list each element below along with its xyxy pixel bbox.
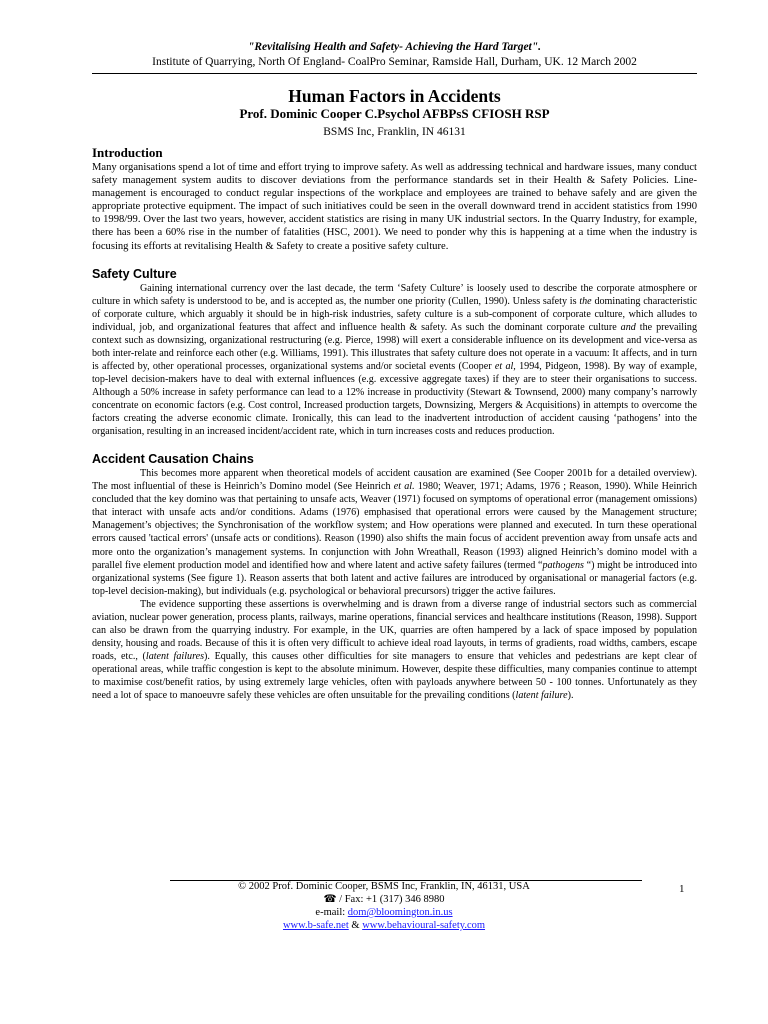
text-run: 1994, Pidgeon, 1998). By way of example, top-level decision-makers have to deal with external influences (e.g. excessive aggregate taxes) if they are to steer their organisations to success. Although a 50% increase in safety performance can lead to a 12% increase in productivity (Stewart & Townsend, 2000) many company’s narrowly concentrate on economic factors (e.g. Cost control, Increased production targets, Downsizing, Mergers & Acquisitions) in attempts to overcome the factors creating the adverse economic climate. Ironically, this can lead to the inadvertent introduction of accident causing ‘pathogens’ into the organisation, resulting in an increased incident/accident rate, which in turn increases costs and reduces production.	[92, 360, 697, 438]
italic-run: et al,	[494, 360, 516, 372]
footer-site-link-behavioural[interactable]: www.behavioural-safety.com	[362, 920, 486, 931]
text-run: Gaining international currency over the last decade, the term ‘Safety Culture’ is loosely used to describe the corporate atmosphere or culture in which safety is understood to be, and is accepted as, the number one priority (Cullen, 1990). Unless safety is	[92, 282, 697, 307]
page-footer	[0, 880, 768, 932]
italic-run: latent failure	[515, 690, 568, 702]
text-run: dominating characteristic of corporate culture, which arguably it should be in high-risk industries, safety culture is a sub-component of corporate culture, which alludes to individual, job, and organizational features that affect and influence health & safety. As such the dominant corporate culture	[92, 295, 697, 333]
header-event-line: Institute of Quarrying, North Of England- CoalPro Seminar, Ramside Hall, Durham, UK. 12 March 2002	[152, 56, 637, 68]
phone-icon: ☎	[323, 894, 337, 905]
text-run: This becomes more apparent when theoretical models of accident causation are examined (See Cooper 2001b for a detailed overview). The most influential of these is Heinrich’s Domino model (See Heinrich	[92, 468, 697, 493]
text-run: 1980; Weaver, 1971; Adams, 1976 ; Reason, 1990). While Heinrich concluded that the key domino was that pertaining to unsafe acts, Weaver (1971) focused on symptoms of operational error (management omissions) that interact with unsafe acts and/or conditions. Adams (1976) emphasised that operational errors were caused by the Management structure; Management’s objectives; the Synchronisation of the workflow system; and How operations were planned and executed. In turn these operational errors caused 'tactical errors' (unsafe acts or conditions). Reason (1990) also shifts the main focus of accident prevention away from unsafe acts and more onto the organization’s management systems. In conjunction with John Wreathall, Reason (1993) aligned Heinrich’s domino model with a parallel five element production model and identified how and where latent and active safety failures (termed “	[92, 481, 697, 571]
footer-email-link[interactable]: dom@bloomington.in.us	[347, 907, 453, 918]
italic-run: and	[620, 321, 636, 333]
safety-culture-paragraph	[92, 282, 697, 439]
causation-paragraph-2	[92, 598, 697, 702]
paper-title: Human Factors in Accidents	[288, 86, 501, 106]
section-heading-accident-causation: Accident Causation Chains	[92, 452, 254, 467]
footer-contact-line	[0, 893, 768, 906]
footer-fax: / Fax: +1 (317) 346 8980	[336, 894, 445, 905]
section-introduction	[92, 145, 697, 253]
footer-email-label: e-mail:	[315, 907, 348, 918]
section-accident-causation	[92, 451, 697, 702]
section-safety-culture	[92, 266, 697, 439]
italic-run: the	[579, 295, 592, 307]
text-run: ). Equally, this causes other difficulties for site managers to ensure that vehicles and pedestrians are kept clear of operational areas, while traffic congestion is kept to the absolute minimum. However, despite these difficulties, many companies continue to attempt to maximise cost/benefit ratios, by using extremely large vehicles, often with payloads anywhere between 50 - 100 tonnes. Unfortunately as they need a lot of space to manoeuvre safely these vehicles are often unsuitable for the prevailing conditions (	[92, 650, 697, 702]
causation-paragraph-1	[92, 467, 697, 597]
text-run: ).	[567, 690, 574, 702]
footer-web-line	[0, 919, 768, 932]
header-conference-title: "Revitalising Health and Safety- Achieving the Hard Target".	[247, 41, 542, 53]
introduction-paragraph: Many organisations spend a lot of time and effort trying to improve safety. As well as addressing technical and hardware issues, many conduct safety management system audits to discover deviations from the performance standards set in their Health & Safety Policies. Line-management is encouraged to conduct regular inspections of the workplace and employees are trained to behave safely and are given the appropriate protective equipment. The impact of such initiatives could be seen in the overall downward trend in accident statistics from 1990 to 1998/99. Over the last two years, however, accident statistics are rising in many UK industrial sectors. In the Quarry Industry, for example, there has been a 60% rise in the number of fatalities (HSC, 2001). We need to ponder why this is happening at a time when the industry is focusing its efforts at revitalising Health & Safety to create a positive safety culture.	[92, 162, 697, 252]
paper-affiliation: BSMS Inc, Franklin, IN 46131	[323, 126, 466, 138]
footer-site-link-bsafe[interactable]: www.b-safe.net	[282, 920, 349, 931]
text-run: the prevailing context such as downsizing, organizational restructuring (e.g. Pierce, 1998) will exert a considerable influence on its development and vice-versa as both inter-relate and reinforce each other (e.g. Williams, 1991). This illustrates that safety culture does not operate in a vacuum: It affects, and in turn is affected by, other operational processes, organizational systems and/or societal events (Cooper	[92, 321, 697, 372]
footer-amp: &	[348, 920, 363, 931]
document-page	[92, 40, 697, 702]
footer-copyright: © 2002 Prof. Dominic Cooper, BSMS Inc, Franklin, IN, 46131, USA	[238, 881, 530, 892]
text-run: “) might be introduced into organizational systems (See figure 1). Reason asserts that both latent and active failures are introduced by organisational or managerial factors (e.g. top-level decision-making), but individuals (e.g. psychological or behavioral precursors) trigger the active failures.	[92, 559, 697, 597]
paper-author: Prof. Dominic Cooper C.Psychol AFBPsS CFIOSH RSP	[239, 106, 550, 121]
italic-run: latent failures	[145, 650, 205, 662]
text-run: The evidence supporting these assertions is overwhelming and is drawn from a diverse range of industrial sectors such as commercial aviation, nuclear power generation, process plants, railways, marine operations, financial services and healthcare institutions (Reason, 1998). Support can also be drawn from the quarrying industry. For example, in the UK, quarries are often hampered by a lack of space imposed by population density, housing and roads. Because of this it is often very difficult to achieve ideal road layouts, in terms of gradients, road widths, cambers, escape roads, etc., (	[92, 598, 697, 662]
italic-run: et al.	[393, 481, 415, 493]
header-rule	[92, 73, 697, 74]
section-heading-safety-culture: Safety Culture	[92, 266, 177, 281]
page-number: 1	[679, 883, 685, 895]
italic-run: pathogens	[542, 559, 584, 571]
running-header	[92, 40, 697, 70]
footer-email-line	[0, 906, 768, 919]
section-heading-introduction: Introduction	[92, 145, 163, 160]
